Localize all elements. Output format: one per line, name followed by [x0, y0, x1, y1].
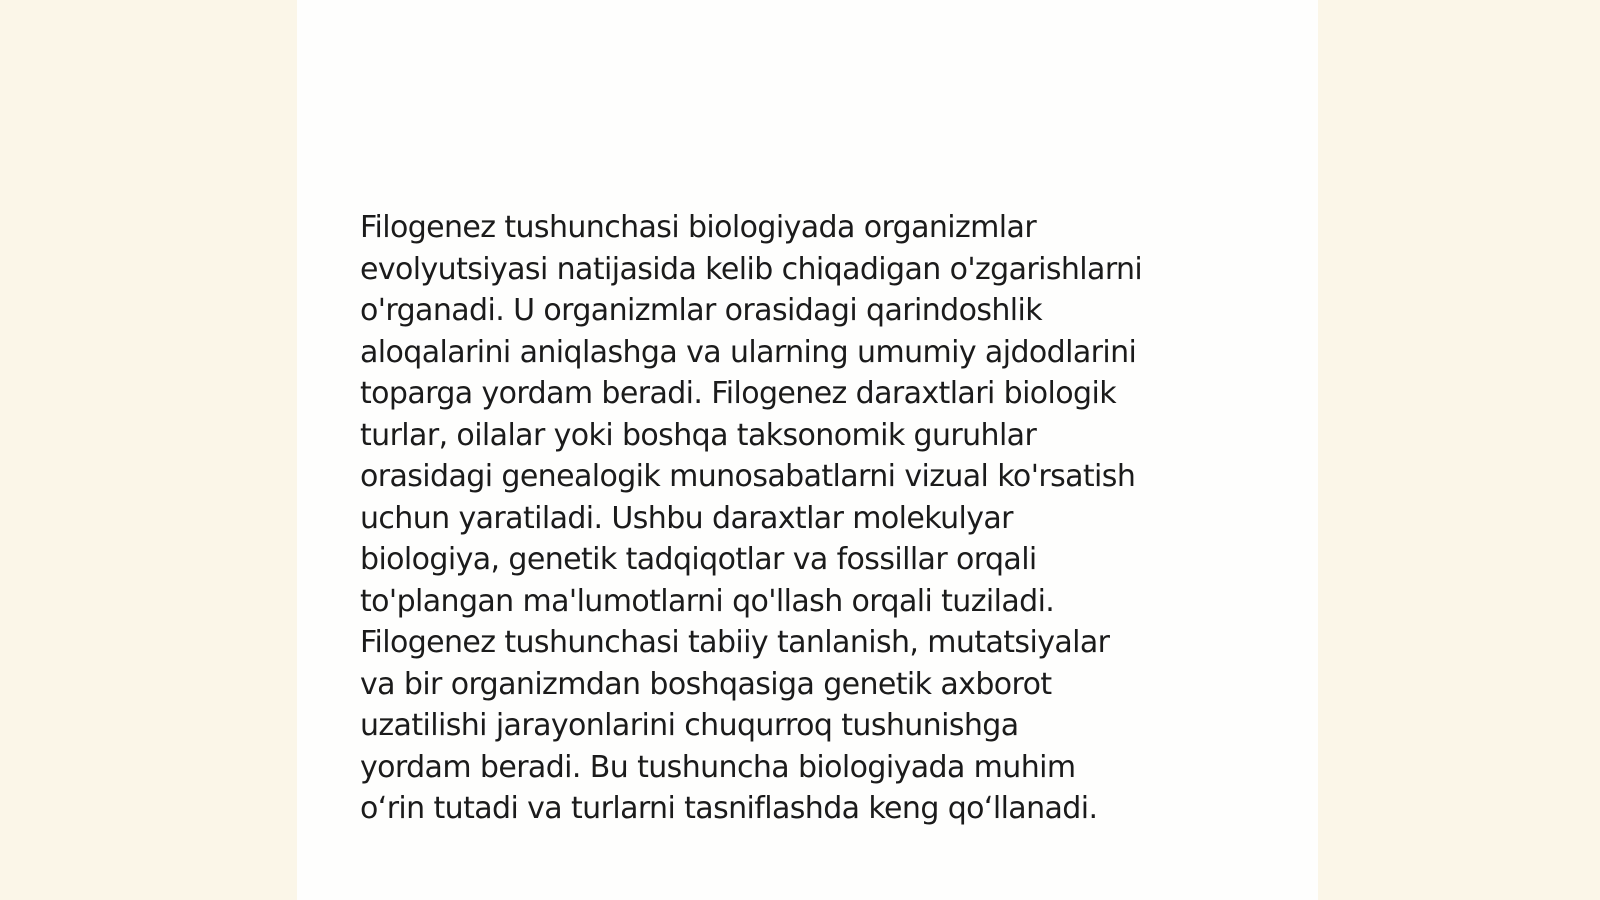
paragraph-line: aloqalarini aniqlashga va ularning umumiy ajdodlarini [360, 334, 1137, 370]
paragraph-line: to'plangan ma'lumotlarni qo'llash orqali tuziladi. [360, 583, 1055, 619]
paragraph-line: orasidagi genealogik munosabatlarni vizual ko'rsatish [360, 459, 1136, 494]
document-page [297, 0, 1318, 900]
paragraph-line: evolyutsiyasi natijasida kelib chiqadigan o'zgarishlarni [360, 251, 1143, 287]
paragraph-line: toparga yordam beradi. Filogenez daraxtlari biologik [360, 376, 1116, 411]
paragraph-line: o‘rin tutadi va turlarni tasniflashda keng qo‘llanadi. [360, 791, 1098, 826]
paragraph-line: Filogenez tushunchasi tabiiy tanlanish, mutatsiyalar [360, 625, 1110, 660]
paragraph-line: Filogenez tushunchasi biologiyada organizmlar [360, 210, 1037, 245]
paragraph-line: turlar, oilalar yoki boshqa taksonomik guruhlar [360, 417, 1037, 453]
paragraph-line: yordam beradi. Bu tushuncha biologiyada muhim [360, 749, 1076, 785]
paragraph-line: va bir organizmdan boshqasiga genetik axborot [360, 666, 1052, 702]
paragraph-line: o'rganadi. U organizmlar orasidagi qarindoshlik [360, 293, 1043, 328]
paragraph-line: uzatilishi jarayonlarini chuqurroq tushunishga [360, 708, 1019, 743]
paragraph-line: uchun yaratiladi. Ushbu daraxtlar molekulyar [360, 500, 1013, 536]
body-paragraph [360, 207, 1260, 830]
paragraph-line: biologiya, genetik tadqiqotlar va fossillar orqali [360, 542, 1037, 577]
